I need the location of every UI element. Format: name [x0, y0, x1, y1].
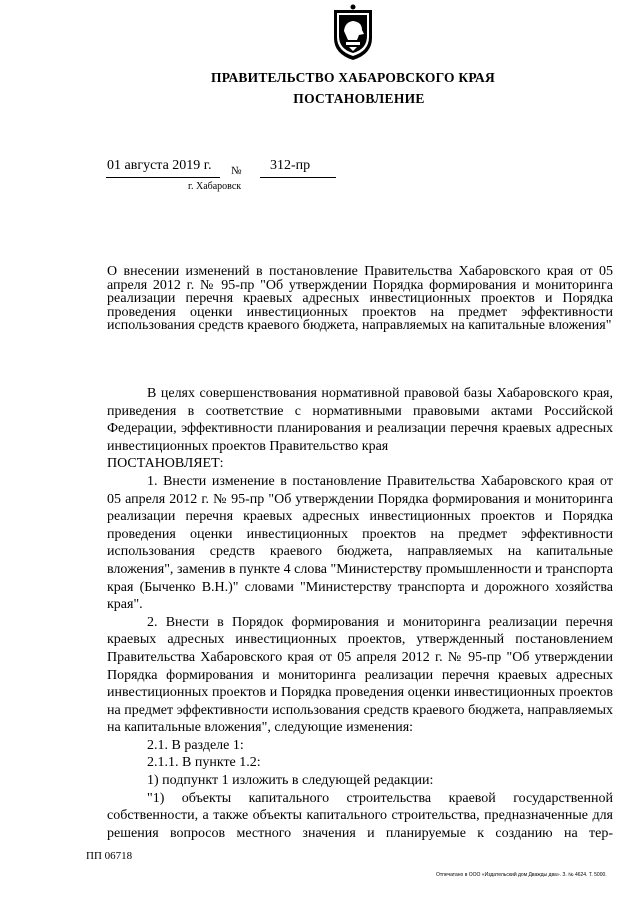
paragraph-item-2: 2. Внести в Порядок формирования и мониторинга реализации перечня краевых адресных инвестиционных проектов, утвержденный постановлением Правительства Хабаровского края от 05 апреля 2012 г. № 95-пр "Об утверждении Порядка формирования и мониторинга реализации перечня краевых адресных инвестиционных проектов и Порядка проведения оценки инвестиционных проектов на предмет эффективности использования средств краевого бюджета, направляемых на капитальные вложения", следующие изменения: — [107, 614, 613, 736]
organization-title: ПРАВИТЕЛЬСТВО ХАБАРОВСКОГО КРАЯ — [211, 70, 495, 85]
paragraph-item-2-1: 2.1. В разделе 1: — [147, 737, 244, 753]
document-subject: О внесении изменений в постановление Правительства Хабаровского края от 05 апреля 2012 г. № 95-пр "Об утверждении Порядка формирования и мониторинга реализации перечня краевых адресных инвестиционных проектов и Порядка проведения оценки инвестиционных проектов на предмет эффективности использования средств краевого бюджета, направляемых на капитальные вложения" — [107, 264, 613, 333]
document-body — [107, 385, 613, 842]
document-date: 01 августа 2019 г. — [107, 158, 212, 173]
paragraph-item-1: 1. Внести изменение в постановление Правительства Хабаровского края от 05 апреля 2012 г. № 95-пр "Об утверждении Порядка формирования и мониторинга реализации перечня краевых адресных инвестиционных проектов и Порядка проведения оценки инвестиционных проектов на предмет эффективности использования средств краевого бюджета, направляемых на капитальные вложения", заменив в пункте 4 слова "Министерству промышленности и транспорта края (Быченко В.Н.)" словами "Министерству транспорта и дорожного хозяйства края". — [107, 473, 613, 613]
paragraph-item-2-1-1: 2.1.1. В пункте 1.2: — [147, 755, 261, 771]
document-number: 312-пр — [270, 158, 311, 173]
document-code: ПП 06718 — [86, 850, 133, 862]
paragraph-quote: "1) объекты капитального строительства краевой государственной собственности, а также объекты капитального строительства, предназначенные для решения вопросов местного значения и планируемые к созданию на тер- — [107, 790, 613, 841]
paragraph-preamble: В целях совершенствования нормативной правовой базы Хабаровского края, приведения в соответствие с нормативными правовыми актами Российской Федерации, эффективности планирования и реализации перечня краевых адресных инвестиционных проектов Правительство края — [107, 386, 613, 454]
city-label: г. Хабаровск — [188, 181, 242, 192]
coat-of-arms-emblem — [331, 4, 375, 62]
number-sign: № — [231, 165, 242, 177]
paragraph-subitem-1: 1) подпункт 1 изложить в следующей редакции: — [147, 773, 434, 789]
date-underline — [106, 177, 220, 178]
paragraph-resolves: ПОСТАНОВЛЯЕТ: — [107, 456, 224, 472]
number-underline — [260, 177, 336, 178]
print-note: Отпечатано в ООО «Издательский дом Дважды два». З. № 4624. Т. 5000. — [436, 872, 607, 878]
document-type-title: ПОСТАНОВЛЕНИЕ — [293, 91, 425, 106]
